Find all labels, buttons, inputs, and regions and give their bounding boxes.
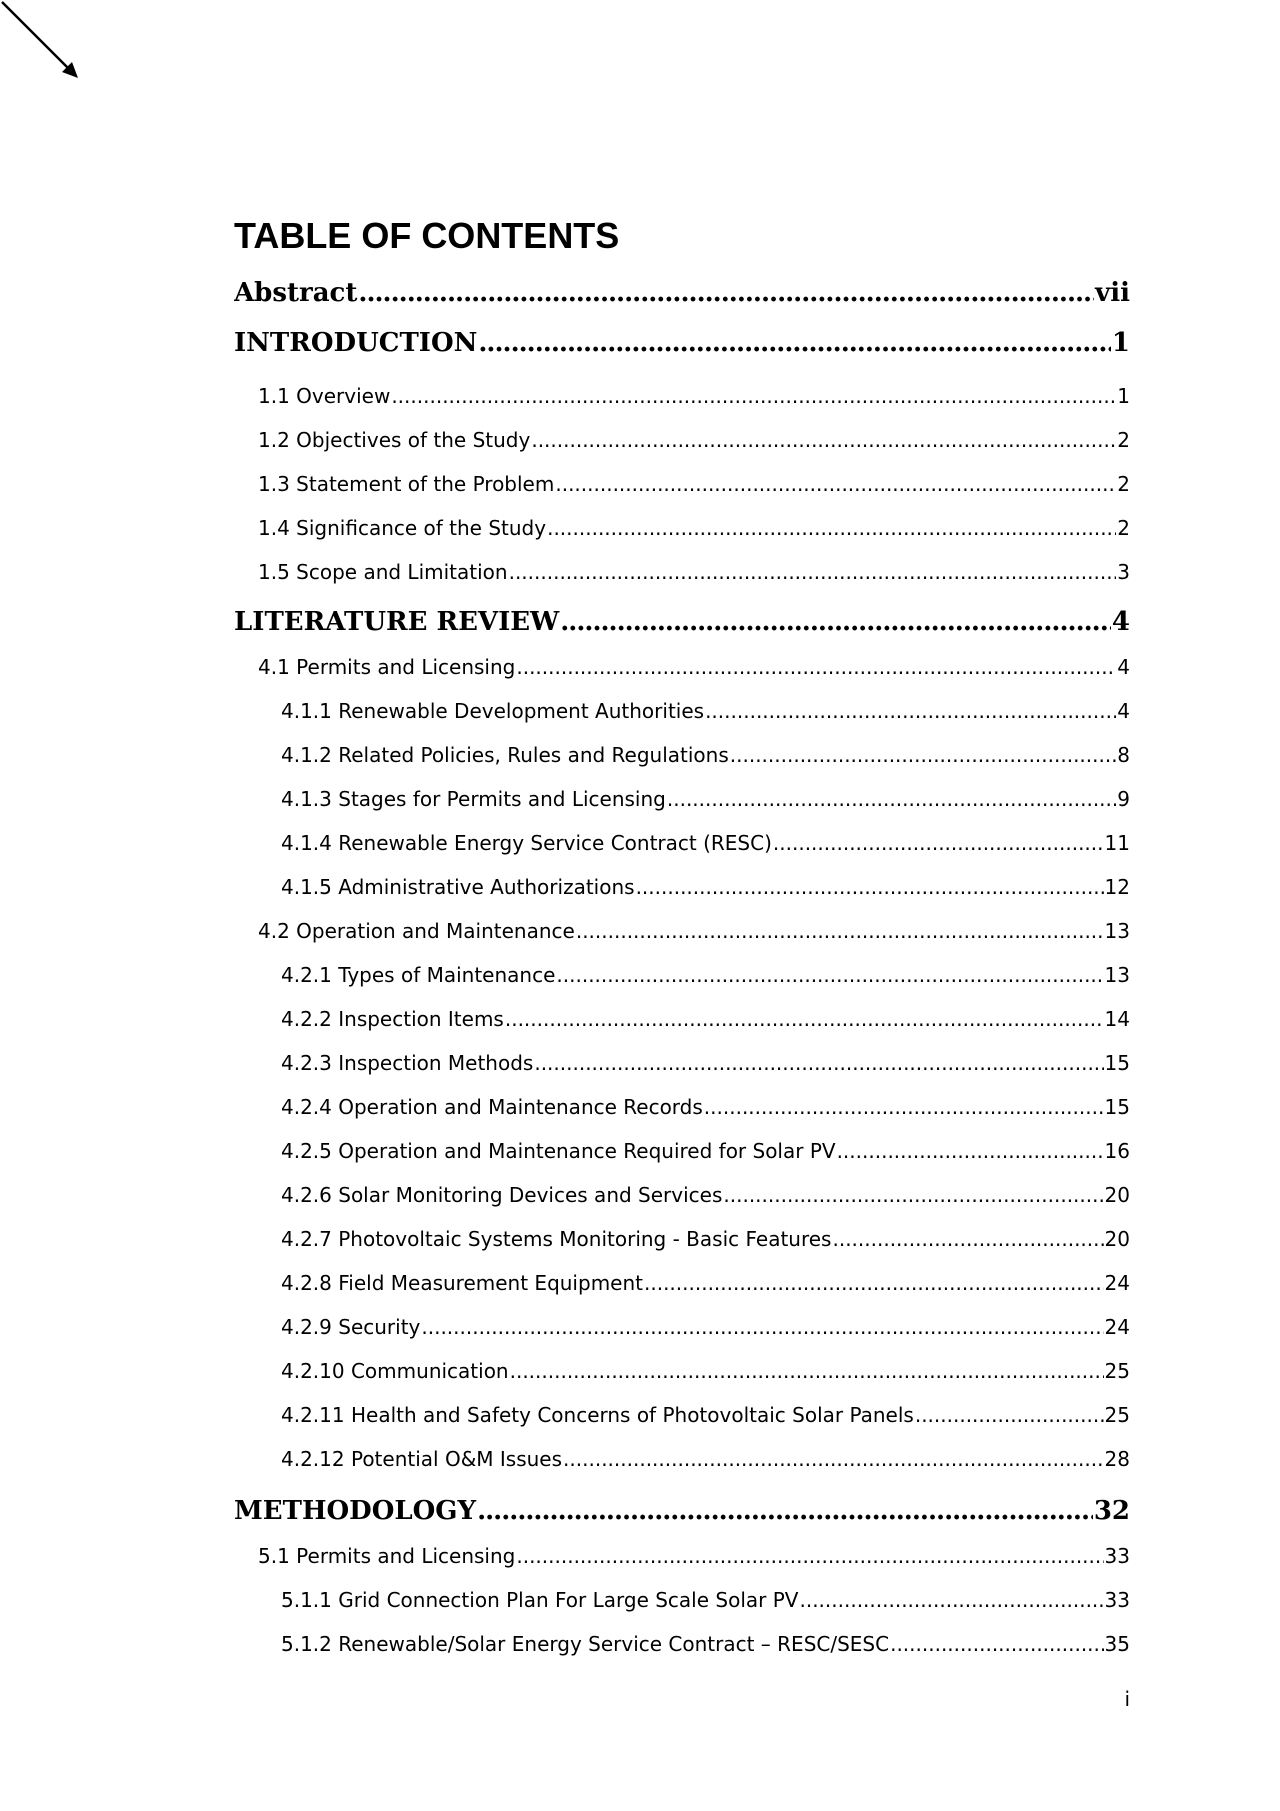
toc-entry-label: 4.2.4 Operation and Maintenance Records	[281, 1095, 703, 1119]
toc-entry-label: LITERATURE REVIEW	[234, 607, 560, 637]
toc-entry[interactable]	[281, 1137, 1130, 1165]
toc-entry[interactable]	[258, 558, 1130, 586]
toc-dot-leader	[516, 1542, 1103, 1570]
toc-entry-page: 4	[1117, 699, 1130, 723]
toc-dot-leader	[563, 1445, 1104, 1473]
toc-entry-page: 12	[1104, 875, 1130, 899]
toc-title: TABLE OF CONTENTS	[234, 215, 620, 256]
toc-entry-label: 4.1.3 Stages for Permits and Licensing	[281, 787, 666, 811]
toc-dot-leader	[576, 917, 1104, 945]
toc-dot-leader	[773, 829, 1104, 857]
toc-dot-leader	[799, 1586, 1103, 1614]
toc-entry[interactable]	[234, 276, 1130, 310]
toc-dot-leader	[915, 1401, 1104, 1429]
toc-entry-page: 4	[1111, 607, 1130, 637]
toc-dot-leader	[890, 1630, 1103, 1658]
toc-dot-leader	[730, 741, 1117, 769]
toc-dot-leader	[534, 1049, 1103, 1077]
toc-dot-leader	[477, 1494, 1093, 1528]
toc-dot-leader	[509, 558, 1117, 586]
toc-entry-page: 33	[1104, 1588, 1130, 1612]
arrow-cursor-icon	[0, 0, 90, 90]
toc-dot-leader	[644, 1269, 1104, 1297]
toc-entry[interactable]	[281, 1093, 1130, 1121]
toc-entry[interactable]	[258, 1542, 1130, 1570]
toc-entry[interactable]	[281, 961, 1130, 989]
toc-entry-label: 5.1.2 Renewable/Solar Energy Service Contract – RESC/SESC	[281, 1632, 890, 1656]
toc-entry-label: 5.1 Permits and Licensing	[258, 1544, 516, 1568]
toc-entry-page: 32	[1093, 1496, 1130, 1526]
toc-entry-label: 4.2.11 Health and Safety Concerns of Photovoltaic Solar Panels	[281, 1403, 914, 1427]
toc-entry-page: 9	[1117, 787, 1130, 811]
toc-entry[interactable]	[281, 1586, 1130, 1614]
toc-dot-leader	[837, 1137, 1104, 1165]
toc-entry-label: METHODOLOGY	[234, 1496, 477, 1526]
toc-entry-page: 24	[1104, 1315, 1130, 1339]
toc-entry-page: 15	[1104, 1095, 1130, 1119]
toc-entry-label: 4.2.6 Solar Monitoring Devices and Services	[281, 1183, 723, 1207]
toc-entry-label: 1.4 Significance of the Study	[258, 516, 547, 540]
toc-entry-label: 4.2.9 Security	[281, 1315, 421, 1339]
toc-entry-label: 1.2 Objectives of the Study	[258, 428, 531, 452]
toc-dot-leader	[505, 1005, 1104, 1033]
toc-entry-label: 4.2.12 Potential O&M Issues	[281, 1447, 563, 1471]
toc-entry[interactable]	[281, 1269, 1130, 1297]
toc-entry-label: 4.1 Permits and Licensing	[258, 655, 516, 679]
toc-entry-label: 4.1.5 Administrative Authorizations	[281, 875, 635, 899]
toc-entry-label: 5.1.1 Grid Connection Plan For Large Scale Solar PV	[281, 1588, 799, 1612]
toc-entry[interactable]	[281, 1313, 1130, 1341]
toc-entry-label: 1.5 Scope and Limitation	[258, 560, 508, 584]
toc-entry-label: 4.1.1 Renewable Development Authorities	[281, 699, 705, 723]
toc-entry-page: vii	[1095, 278, 1130, 308]
toc-dot-leader	[704, 1093, 1104, 1121]
toc-entry-page: 15	[1104, 1051, 1130, 1075]
toc-entry[interactable]	[281, 1225, 1130, 1253]
toc-entry[interactable]	[281, 741, 1130, 769]
toc-entry-label: 4.2.5 Operation and Maintenance Required for Solar PV	[281, 1139, 836, 1163]
toc-dot-leader	[516, 653, 1116, 681]
toc-dot-leader	[391, 382, 1116, 410]
toc-dot-leader	[555, 470, 1116, 498]
toc-dot-leader	[478, 326, 1111, 360]
toc-entry-page: 35	[1104, 1632, 1130, 1656]
toc-entry[interactable]	[281, 1005, 1130, 1033]
toc-entry[interactable]	[234, 605, 1130, 639]
toc-entry[interactable]	[258, 917, 1130, 945]
toc-entry[interactable]	[281, 1401, 1130, 1429]
page-number: i	[1124, 1687, 1130, 1711]
toc-entry-page: 13	[1104, 963, 1130, 987]
toc-entry-page: 1	[1117, 384, 1130, 408]
toc-entry-page: 25	[1104, 1403, 1130, 1427]
toc-entry-label: 4.2.2 Inspection Items	[281, 1007, 504, 1031]
toc-entry-page: 2	[1117, 472, 1130, 496]
toc-entry-page: 11	[1104, 831, 1130, 855]
toc-entry[interactable]	[281, 829, 1130, 857]
toc-entry-page: 28	[1104, 1447, 1130, 1471]
toc-entry-label: 4.2.10 Communication	[281, 1359, 509, 1383]
toc-entry-page: 1	[1111, 328, 1130, 358]
toc-dot-leader	[531, 426, 1116, 454]
toc-entry-label: 4.2.8 Field Measurement Equipment	[281, 1271, 643, 1295]
toc-entry[interactable]	[258, 382, 1130, 410]
toc-entry[interactable]	[281, 1181, 1130, 1209]
toc-entry[interactable]	[258, 514, 1130, 542]
toc-entry[interactable]	[258, 470, 1130, 498]
toc-dot-leader	[556, 961, 1103, 989]
toc-entry-page: 14	[1104, 1007, 1130, 1031]
toc-entry[interactable]	[281, 1630, 1130, 1658]
toc-entry-page: 13	[1104, 919, 1130, 943]
toc-entry-label: 4.2.7 Photovoltaic Systems Monitoring - Basic Features	[281, 1227, 832, 1251]
toc-entry[interactable]	[281, 697, 1130, 725]
toc-entry-label: 1.1 Overview	[258, 384, 391, 408]
toc-dot-leader	[832, 1225, 1103, 1253]
toc-dot-leader	[510, 1357, 1104, 1385]
toc-entry[interactable]	[281, 1357, 1130, 1385]
toc-entry[interactable]	[234, 326, 1130, 360]
toc-entry-label: 4.1.4 Renewable Energy Service Contract (RESC)	[281, 831, 772, 855]
toc-entry-label: 4.1.2 Related Policies, Rules and Regulations	[281, 743, 729, 767]
toc-entry[interactable]	[258, 426, 1130, 454]
toc-entry-page: 20	[1104, 1183, 1130, 1207]
toc-entry[interactable]	[234, 1494, 1130, 1528]
toc-entry-page: 3	[1117, 560, 1130, 584]
toc-entry-label: Abstract	[234, 278, 358, 308]
toc-dot-leader	[560, 605, 1111, 639]
toc-entry-page: 16	[1104, 1139, 1130, 1163]
toc-entry-label: 1.3 Statement of the Problem	[258, 472, 555, 496]
toc-entry[interactable]	[281, 1445, 1130, 1473]
toc-dot-leader	[636, 873, 1104, 901]
toc-entry-label: 4.2.3 Inspection Methods	[281, 1051, 534, 1075]
toc-dot-leader	[358, 276, 1094, 310]
toc-entry-label: INTRODUCTION	[234, 328, 478, 358]
toc-entry[interactable]	[281, 873, 1130, 901]
toc-entry-page: 25	[1104, 1359, 1130, 1383]
toc-entry[interactable]	[258, 653, 1130, 681]
toc-entry[interactable]	[281, 785, 1130, 813]
toc-dot-leader	[421, 1313, 1103, 1341]
toc-entry-page: 20	[1104, 1227, 1130, 1251]
toc-entry-page: 2	[1117, 516, 1130, 540]
toc-entry-page: 24	[1104, 1271, 1130, 1295]
toc-dot-leader	[723, 1181, 1103, 1209]
toc-entry-page: 33	[1104, 1544, 1130, 1568]
toc-entry-page: 8	[1117, 743, 1130, 767]
toc-entry-page: 2	[1117, 428, 1130, 452]
toc-entry-label: 4.2.1 Types of Maintenance	[281, 963, 556, 987]
toc-entry[interactable]	[281, 1049, 1130, 1077]
toc-dot-leader	[667, 785, 1116, 813]
toc-entry-page: 4	[1117, 655, 1130, 679]
toc-dot-leader	[547, 514, 1116, 542]
toc-entry-label: 4.2 Operation and Maintenance	[258, 919, 575, 943]
toc-dot-leader	[705, 697, 1116, 725]
